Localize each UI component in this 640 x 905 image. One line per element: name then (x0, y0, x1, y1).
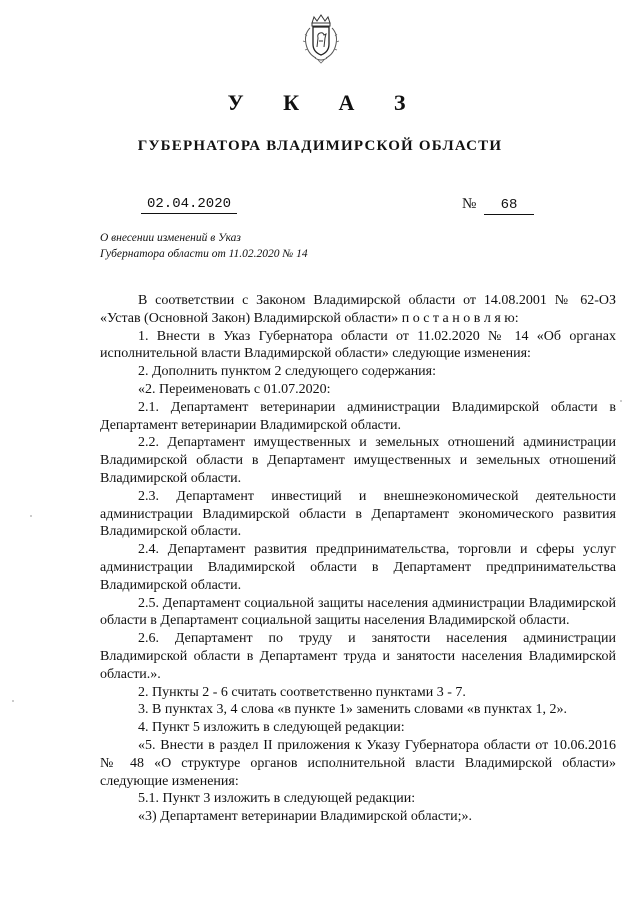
amendment-title-line-2: Губернатора области от 11.02.2020 № 14 (100, 248, 308, 260)
paragraph-item-4: 4. Пункт 5 изложить в следующей редакции: (138, 720, 405, 736)
paragraph-2-2: 2.2. Департамент имущественных и земельных отношений администрации Владимирской области в Департамент имущественных и земельных отношений Владимирской области. (100, 435, 616, 486)
scan-speck (30, 515, 32, 517)
decree-date: 02.04.2020 (141, 196, 237, 214)
paragraph-item-2: 2. Дополнить пунктом 2 следующего содержания: (138, 364, 437, 380)
decree-body (100, 292, 616, 826)
number-sign: № (462, 196, 477, 212)
paragraph-quote-5: «5. Внести в раздел II приложения к Указу Губернатора области от 10.06.2016 № 48 «О структуре органов исполнительной власти Владимирской области» следующие изменения: (100, 737, 616, 789)
scan-speck (12, 700, 14, 702)
paragraph-quote-3: «3) Департамент ветеринарии Владимирской области;». (138, 809, 473, 825)
amendment-title-line-1: О внесении изменений в Указ (100, 232, 241, 244)
paragraph-preamble: В соответствии с Законом Владимирской области от 14.08.2001 № 62-ОЗ «Устав (Основной Закон) Владимирской области» п о с т а н о в л я ю: (100, 293, 616, 326)
paragraph-2-5: 2.5. Департамент социальной защиты населения администрации Владимирской области в Департамент социальной защиты населения Владимирской области. (100, 595, 616, 629)
coat-of-arms-emblem (300, 14, 342, 64)
number-value: 68 (484, 196, 534, 215)
paragraph-item-3: 3. В пунктах 3, 4 слова «в пункте 1» заменить словами «в пунктах 1, 2». (138, 702, 568, 718)
decree-number (462, 195, 534, 215)
paragraph-2-4: 2.4. Департамент развития предпринимательства, торговли и сферы услуг администрации Владимирской области в Департамент предпринимательства Владимирской области. (100, 542, 616, 593)
decree-subtitle: ГУБЕРНАТОРА ВЛАДИМИРСКОЙ ОБЛАСТИ (137, 138, 503, 154)
scan-speck (620, 400, 622, 402)
paragraph-2-6: 2.6. Департамент по труду и занятости населения администрации Владимирской области в Департамент труда и занятости населения Владимирской области.». (100, 631, 616, 682)
decree-title: У К А З (227, 90, 423, 115)
paragraph-item-1: 1. Внести в Указ Губернатора области от 11.02.2020 № 14 «Об органах исполнительной власти Владимирской области» следующие изменения: (100, 328, 616, 362)
paragraph-item-2-renumber: 2. Пункты 2 - 6 считать соответственно пунктами 3 - 7. (138, 684, 466, 700)
paragraph-2-3: 2.3. Департамент инвестиций и внешнеэкономической деятельности администрации Владимирской области в Департамент экономического развития Владимирской области. (100, 488, 616, 540)
paragraph-5-1: 5.1. Пункт 3 изложить в следующей редакции: (138, 791, 416, 807)
paragraph-quote-2: «2. Переименовать с 01.07.2020: (138, 381, 331, 397)
amendment-title (100, 230, 380, 262)
paragraph-2-1: 2.1. Департамент ветеринарии администрации Владимирской области в Департамент ветеринарии Владимирской области. (100, 399, 616, 433)
